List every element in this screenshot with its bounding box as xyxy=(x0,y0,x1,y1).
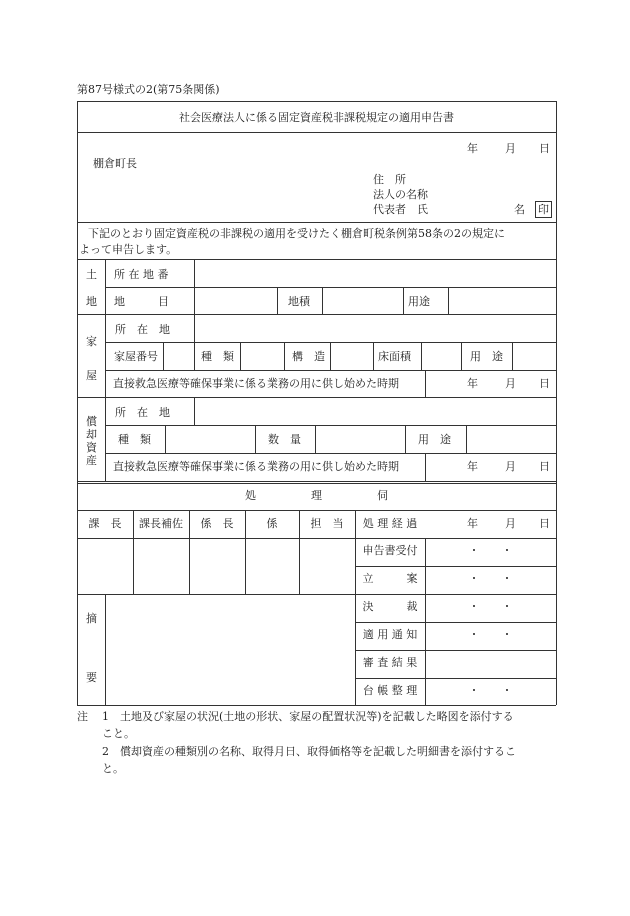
asset-location-divider xyxy=(194,397,195,425)
processing-month: 月 xyxy=(505,517,516,530)
declaration-bottom-line xyxy=(77,259,556,260)
step-approval: 決 裁 xyxy=(362,600,418,613)
step-draft: 立 案 xyxy=(362,572,418,585)
step-line-1 xyxy=(355,566,556,567)
land-row-line xyxy=(105,287,556,288)
step-approval-date: ・ ・ xyxy=(468,600,513,613)
asset-bottom-line xyxy=(77,481,556,482)
note-1-number: 1 xyxy=(102,710,109,723)
house-floor-area-label: 床面積 xyxy=(378,350,411,363)
proc-divider-4 xyxy=(299,510,300,594)
house-start-label: 直接救急医療等確保事業に係る業務の用に供し始めた時期 xyxy=(113,377,399,390)
note-1-line-2: こと。 xyxy=(102,727,135,740)
form-title: 社会医療法人に係る固定資産税非課税規定の適用申告書 xyxy=(179,111,454,124)
corp-name-label: 法人の名称 xyxy=(373,188,428,201)
frame-left-line xyxy=(77,101,78,705)
house-structure-left-divider xyxy=(284,342,285,370)
house-location-divider xyxy=(194,314,195,342)
proc-divider-2 xyxy=(189,510,190,594)
form-label: 第87号様式の2(第75条関係) xyxy=(77,83,220,96)
house-start-year: 年 xyxy=(467,377,478,390)
asset-use-right-divider xyxy=(466,425,467,453)
land-title-1: 土 xyxy=(86,268,97,281)
section-label-divider xyxy=(105,259,106,481)
declaration-line-1: 下記のとおり固定資産税の非課税の適用を受けたく棚倉町税条例第58条の2の規定に xyxy=(88,227,505,240)
house-structure-right-divider xyxy=(330,342,331,370)
remarks-title-2: 要 xyxy=(86,671,97,684)
step-line-3 xyxy=(355,650,556,651)
house-use-label: 用 途 xyxy=(470,350,503,363)
house-use-left-divider xyxy=(461,342,462,370)
house-location-label: 所 在 地 xyxy=(115,323,170,336)
land-category-label: 地 目 xyxy=(114,295,169,308)
processing-year: 年 xyxy=(467,517,478,530)
house-floor-left-divider xyxy=(373,342,374,370)
step-notice: 適 用 通 知 xyxy=(362,628,418,641)
land-label-divider xyxy=(194,259,195,314)
asset-use-label: 用 途 xyxy=(418,433,451,446)
col-deputy-chief: 課長補佐 xyxy=(139,517,183,530)
name-suffix: 名 xyxy=(514,203,525,216)
step-line-4 xyxy=(355,678,556,679)
house-title-2: 屋 xyxy=(86,369,97,382)
house-structure-label: 構 造 xyxy=(292,350,325,363)
declaration-line-2: よって申告します。 xyxy=(79,243,178,256)
land-title-2: 地 xyxy=(86,295,97,308)
proc-divider-6 xyxy=(425,538,426,705)
house-bottom-line xyxy=(77,397,556,398)
asset-kind-label: 種 類 xyxy=(118,433,151,446)
step-ledger-date: ・ ・ xyxy=(468,684,513,697)
house-kind-left-divider xyxy=(194,342,195,370)
processing-header-bottom-line xyxy=(77,538,556,539)
header-bottom-line xyxy=(77,222,556,223)
land-area-label: 地積 xyxy=(288,295,310,308)
house-number-label: 家屋番号 xyxy=(114,350,158,363)
step-line-2 xyxy=(355,622,556,623)
asset-row-line-2 xyxy=(105,453,556,454)
addressee: 棚倉町長 xyxy=(93,157,137,170)
header-month: 月 xyxy=(505,142,516,155)
asset-kind-divider xyxy=(165,425,166,453)
land-use-left-divider xyxy=(403,287,404,314)
asset-quantity-label: 数 量 xyxy=(268,433,301,446)
remarks-title-1: 摘 xyxy=(86,612,97,625)
asset-title-1: 償 xyxy=(86,415,97,428)
house-title-1: 家 xyxy=(86,335,97,348)
processing-title-bottom-line xyxy=(77,510,556,511)
asset-bottom-double-line xyxy=(77,483,556,484)
house-start-month: 月 xyxy=(505,377,516,390)
address-label: 住 所 xyxy=(373,173,406,186)
step-received-date: ・ ・ xyxy=(468,544,513,557)
land-bottom-line xyxy=(77,314,556,315)
asset-location-label: 所 在 地 xyxy=(115,406,170,419)
land-use-right-divider xyxy=(448,287,449,314)
processing-day: 日 xyxy=(539,517,550,530)
land-use-label: 用途 xyxy=(408,295,430,308)
asset-start-label: 直接救急医療等確保事業に係る業務の用に供し始めた時期 xyxy=(113,460,399,473)
asset-start-divider xyxy=(425,453,426,481)
asset-title-4: 産 xyxy=(86,454,97,467)
asset-quantity-left-divider xyxy=(255,425,256,453)
step-review: 審 査 結 果 xyxy=(362,656,418,669)
house-kind-right-divider xyxy=(240,342,241,370)
seal-mark: 印 xyxy=(535,201,552,218)
house-start-day: 日 xyxy=(539,377,550,390)
proc-divider-3 xyxy=(245,510,246,594)
house-kind-label: 種 類 xyxy=(201,350,234,363)
header-year: 年 xyxy=(467,142,478,155)
note-1-line-1: 土地及び家屋の状況(土地の形状、家屋の配置状況等)を記載した略図を添付する xyxy=(120,710,514,723)
proc-divider-1 xyxy=(133,510,134,594)
stamp-row-bottom-line xyxy=(77,594,556,595)
title-bottom-line xyxy=(77,132,556,133)
house-row-line-2 xyxy=(105,370,556,371)
note-2-line-2: と。 xyxy=(102,762,124,775)
house-use-right-divider xyxy=(512,342,513,370)
step-draft-date: ・ ・ xyxy=(468,572,513,585)
step-received: 申告書受付 xyxy=(362,544,418,557)
note-2-line-1: 償却資産の種類別の名称、取得月日、取得価格等を記載した明細書を添付するこ xyxy=(120,745,516,758)
asset-title-2: 却 xyxy=(86,428,97,441)
processing-title: 処 理 伺 xyxy=(245,489,388,502)
house-floor-right-divider xyxy=(421,342,422,370)
col-in-charge: 担 当 xyxy=(310,517,344,530)
frame-right-line xyxy=(556,101,557,705)
header-day: 日 xyxy=(539,142,550,155)
proc-divider-5 xyxy=(355,510,356,705)
asset-use-left-divider xyxy=(405,425,406,453)
asset-quantity-right-divider xyxy=(315,425,316,453)
asset-start-day: 日 xyxy=(539,460,550,473)
note-2-number: 2 xyxy=(102,745,109,758)
col-section-chief: 課 長 xyxy=(88,517,122,530)
step-notice-date: ・ ・ xyxy=(468,628,513,641)
frame-bottom-line xyxy=(77,705,556,706)
notes-label: 注 xyxy=(77,710,88,723)
land-area-left-divider xyxy=(277,287,278,314)
asset-start-year: 年 xyxy=(467,460,478,473)
col-process-history: 処 理 経 過 xyxy=(362,517,418,530)
frame-top-line xyxy=(77,101,556,102)
land-location-label: 所 在 地 番 xyxy=(114,268,169,281)
asset-title-3: 資 xyxy=(86,441,97,454)
asset-row-line-1 xyxy=(105,425,556,426)
step-ledger: 台 帳 整 理 xyxy=(362,684,418,697)
house-start-divider xyxy=(425,370,426,397)
remarks-label-divider xyxy=(105,594,106,705)
house-number-divider xyxy=(163,342,164,370)
representative-label: 代表者 氏 xyxy=(373,203,428,216)
asset-start-month: 月 xyxy=(505,460,516,473)
land-area-right-divider xyxy=(322,287,323,314)
col-staff: 係 xyxy=(266,517,278,530)
col-subsection-chief: 係 長 xyxy=(200,517,234,530)
